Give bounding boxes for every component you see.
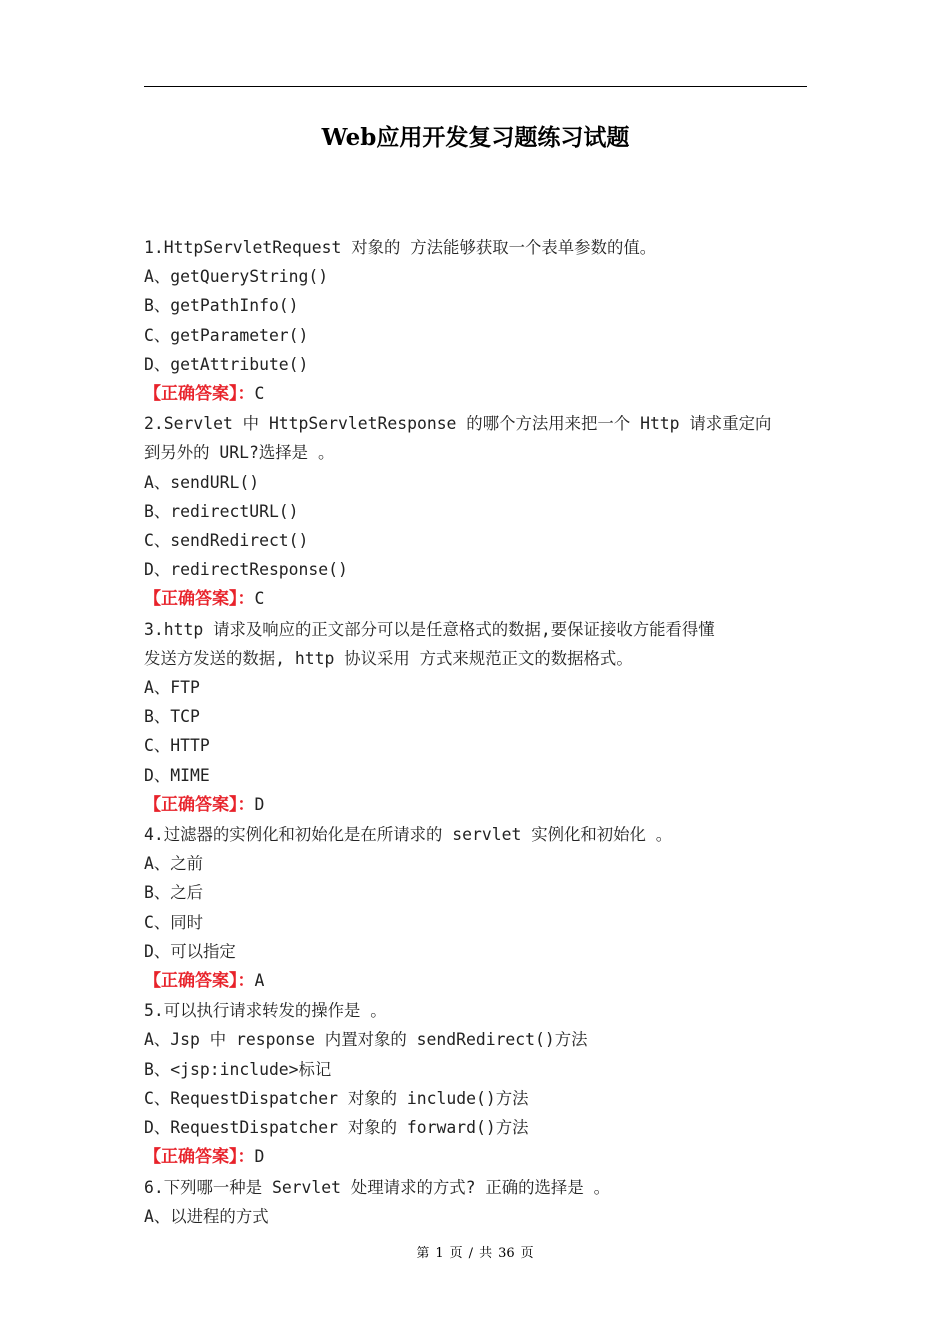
option-a: A、getQueryString() (144, 267, 329, 287)
answer-row (144, 790, 807, 820)
option-c: C、HTTP (144, 736, 210, 756)
answer-value: C (254, 589, 265, 609)
question-stem-line: 2.Servlet 中 HttpServletResponse 的哪个方法用来把一个 Http 请求重定向 (144, 414, 772, 434)
answer-label: 【正确答案】： (144, 971, 255, 992)
question-stem-line: 到另外的 URL?选择是 。 (144, 443, 335, 463)
option-a: A、FTP (144, 678, 200, 698)
option-d: D、MIME (144, 765, 210, 785)
answer-label: 【正确答案】： (144, 589, 255, 610)
option-a: A、sendURL() (144, 472, 260, 492)
answer-value: C (254, 384, 265, 404)
answer-label: 【正确答案】： (144, 1147, 255, 1168)
option-b: B、getPathInfo() (144, 296, 299, 316)
header-rule (144, 86, 807, 87)
question-stem-line: 发送方发送的数据, http 协议采用 方式来规范正文的数据格式。 (144, 648, 633, 668)
question-stem-line: 1.HttpServletRequest 对象的 方法能够获取一个表单参数的值。 (144, 238, 657, 257)
footer-total-word: 共 (479, 1246, 493, 1261)
option-b: B、之后 (144, 883, 204, 903)
page-footer (0, 1244, 950, 1264)
option-d: D、getAttribute() (144, 354, 309, 374)
footer-separator: / (468, 1246, 474, 1261)
option-c: C、RequestDispatcher 对象的 include()方法 (144, 1088, 529, 1108)
question-1 (144, 233, 807, 409)
answer-row (144, 379, 807, 409)
question-stem-line: 6.下列哪一种是 Servlet 处理请求的方式? 正确的选择是 。 (144, 1177, 610, 1197)
footer-total-pages: 36 (498, 1246, 515, 1261)
footer-prefix: 第 (416, 1246, 430, 1261)
question-6 (144, 1173, 807, 1231)
answer-value: A (254, 971, 265, 991)
option-c: C、sendRedirect() (144, 531, 309, 551)
option-c: C、getParameter() (144, 325, 309, 345)
answer-label: 【正确答案】： (144, 794, 255, 815)
footer-suffix: 页 (520, 1246, 534, 1261)
question-2 (144, 409, 807, 614)
question-3 (144, 615, 807, 820)
option-d: D、RequestDispatcher 对象的 forward()方法 (144, 1118, 529, 1138)
answer-label: 【正确答案】： (144, 384, 255, 405)
option-a: A、Jsp 中 response 内置对象的 sendRedirect()方法 (144, 1030, 588, 1050)
answer-row (144, 584, 807, 614)
option-c: C、同时 (144, 912, 204, 932)
answer-row (144, 966, 807, 996)
answer-value: D (254, 1147, 265, 1167)
option-d: D、redirectResponse() (144, 560, 348, 580)
question-4 (144, 820, 807, 996)
option-b: B、redirectURL() (144, 501, 299, 521)
document-title: Web应用开发复习题练习试题 (321, 124, 630, 151)
question-stem-line: 5.可以执行请求转发的操作是 。 (144, 1001, 387, 1021)
question-stem-line: 4.过滤器的实例化和初始化是在所请求的 servlet 实例化和初始化 。 (144, 825, 673, 845)
question-5 (144, 996, 807, 1172)
answer-value: D (254, 794, 265, 814)
question-list (144, 233, 807, 1231)
question-stem-line: 3.http 请求及响应的正文部分可以是任意格式的数据,要保证接收方能看得懂 (144, 619, 715, 639)
footer-page-word: 页 (449, 1246, 463, 1261)
footer-page-number: 1 (435, 1246, 444, 1261)
option-a: A、之前 (144, 854, 204, 874)
option-a: A、以进程的方式 (144, 1206, 269, 1226)
option-d: D、可以指定 (144, 941, 236, 961)
option-b: B、<jsp:include>标记 (144, 1059, 332, 1079)
option-b: B、TCP (144, 707, 200, 727)
answer-row (144, 1142, 807, 1172)
